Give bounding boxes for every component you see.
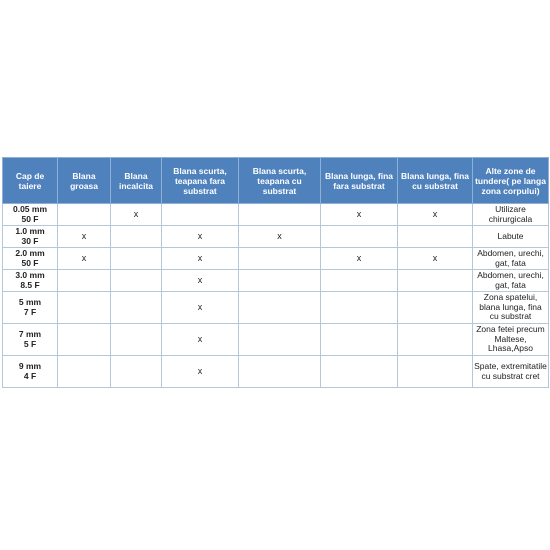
mark-cell: [398, 292, 473, 324]
mark-cell: [58, 324, 111, 356]
mark-cell: [58, 292, 111, 324]
area-cell: Labute: [473, 226, 549, 248]
mark-cell: [58, 270, 111, 292]
mark-cell: [58, 204, 111, 226]
header-blana-lunga-cu-substrat: Blana lunga, fina cu substrat: [398, 158, 473, 204]
mark-cell: x: [398, 204, 473, 226]
table-header-row: [3, 158, 549, 204]
mark-cell: x: [162, 226, 239, 248]
mark-cell: [398, 226, 473, 248]
mark-cell: [321, 292, 398, 324]
mark-cell: [111, 248, 162, 270]
mark-cell: [111, 292, 162, 324]
header-alte-zone: Alte zone de tundere( pe langa zona corpului): [473, 158, 549, 204]
table-row: [3, 356, 549, 388]
mark-cell: x: [162, 292, 239, 324]
mark-cell: x: [162, 248, 239, 270]
table-row: [3, 248, 549, 270]
mark-cell: [58, 356, 111, 388]
blade-size: 0.05 mm: [12, 203, 48, 214]
mark-cell: [398, 356, 473, 388]
blade-size: 2.0 mm: [15, 247, 45, 258]
mark-cell: [321, 270, 398, 292]
blade-size: 1.0 mm: [15, 225, 45, 236]
area-cell: Abdomen, urechi, gat, fata: [473, 248, 549, 270]
mark-cell: [321, 324, 398, 356]
mark-cell: x: [162, 356, 239, 388]
header-blana-scurta-fara-substrat: Blana scurta, teapana fara substrat: [162, 158, 239, 204]
table-row: [3, 292, 549, 324]
mark-cell: [239, 292, 321, 324]
clipper-blade-table-container: [2, 157, 548, 388]
blade-size-cell: [3, 324, 58, 356]
blade-speed: 50 F: [21, 257, 39, 268]
clipper-blade-table: [2, 157, 549, 388]
area-cell: Zona spatelui, blana lunga, fina cu substrat: [473, 292, 549, 324]
mark-cell: [111, 226, 162, 248]
area-cell: Abdomen, urechi, gat, fata: [473, 270, 549, 292]
mark-cell: [239, 248, 321, 270]
mark-cell: [162, 204, 239, 226]
blade-size: 3.0 mm: [15, 269, 45, 280]
mark-cell: [239, 204, 321, 226]
table-row: [3, 324, 549, 356]
header-blana-incalcita: Blana incalcita: [111, 158, 162, 204]
area-cell: Spate, extremitatile cu substrat cret: [473, 356, 549, 388]
header-blana-scurta-cu-substrat: Blana scurta, teapana cu substrat: [239, 158, 321, 204]
mark-cell: [321, 356, 398, 388]
blade-size: 5 mm: [18, 296, 42, 307]
header-cap-de-taiere: Cap de taiere: [3, 158, 58, 204]
blade-speed: 8.5 F: [20, 279, 40, 290]
mark-cell: x: [58, 248, 111, 270]
mark-cell: [239, 270, 321, 292]
blade-speed: 50 F: [21, 213, 39, 224]
mark-cell: x: [321, 248, 398, 270]
mark-cell: x: [239, 226, 321, 248]
mark-cell: [239, 324, 321, 356]
mark-cell: x: [321, 204, 398, 226]
mark-cell: x: [162, 324, 239, 356]
blade-size-cell: [3, 204, 58, 226]
header-blana-lunga-fara-substrat: Blana lunga, fina fara substrat: [321, 158, 398, 204]
blade-speed: 4 F: [23, 370, 37, 381]
blade-size-cell: [3, 226, 58, 248]
blade-size-cell: [3, 292, 58, 324]
mark-cell: x: [398, 248, 473, 270]
mark-cell: [398, 270, 473, 292]
mark-cell: [398, 324, 473, 356]
mark-cell: [111, 270, 162, 292]
area-cell: Utilizare chirurgicala: [473, 204, 549, 226]
mark-cell: x: [111, 204, 162, 226]
table-row: [3, 226, 549, 248]
blade-size-cell: [3, 248, 58, 270]
mark-cell: [111, 324, 162, 356]
blade-size: 7 mm: [18, 328, 42, 339]
header-blana-groasa: Blana groasa: [58, 158, 111, 204]
blade-size-cell: [3, 270, 58, 292]
mark-cell: [239, 356, 321, 388]
blade-size: 9 mm: [18, 360, 42, 371]
mark-cell: x: [162, 270, 239, 292]
area-cell: Zona fetei precum Maltese, Lhasa,Apso: [473, 324, 549, 356]
mark-cell: [111, 356, 162, 388]
table-row: [3, 270, 549, 292]
blade-speed: 5 F: [23, 338, 37, 349]
blade-speed: 30 F: [21, 235, 39, 246]
mark-cell: [321, 226, 398, 248]
mark-cell: x: [58, 226, 111, 248]
table-row: [3, 204, 549, 226]
blade-speed: 7 F: [23, 306, 37, 317]
blade-size-cell: [3, 356, 58, 388]
